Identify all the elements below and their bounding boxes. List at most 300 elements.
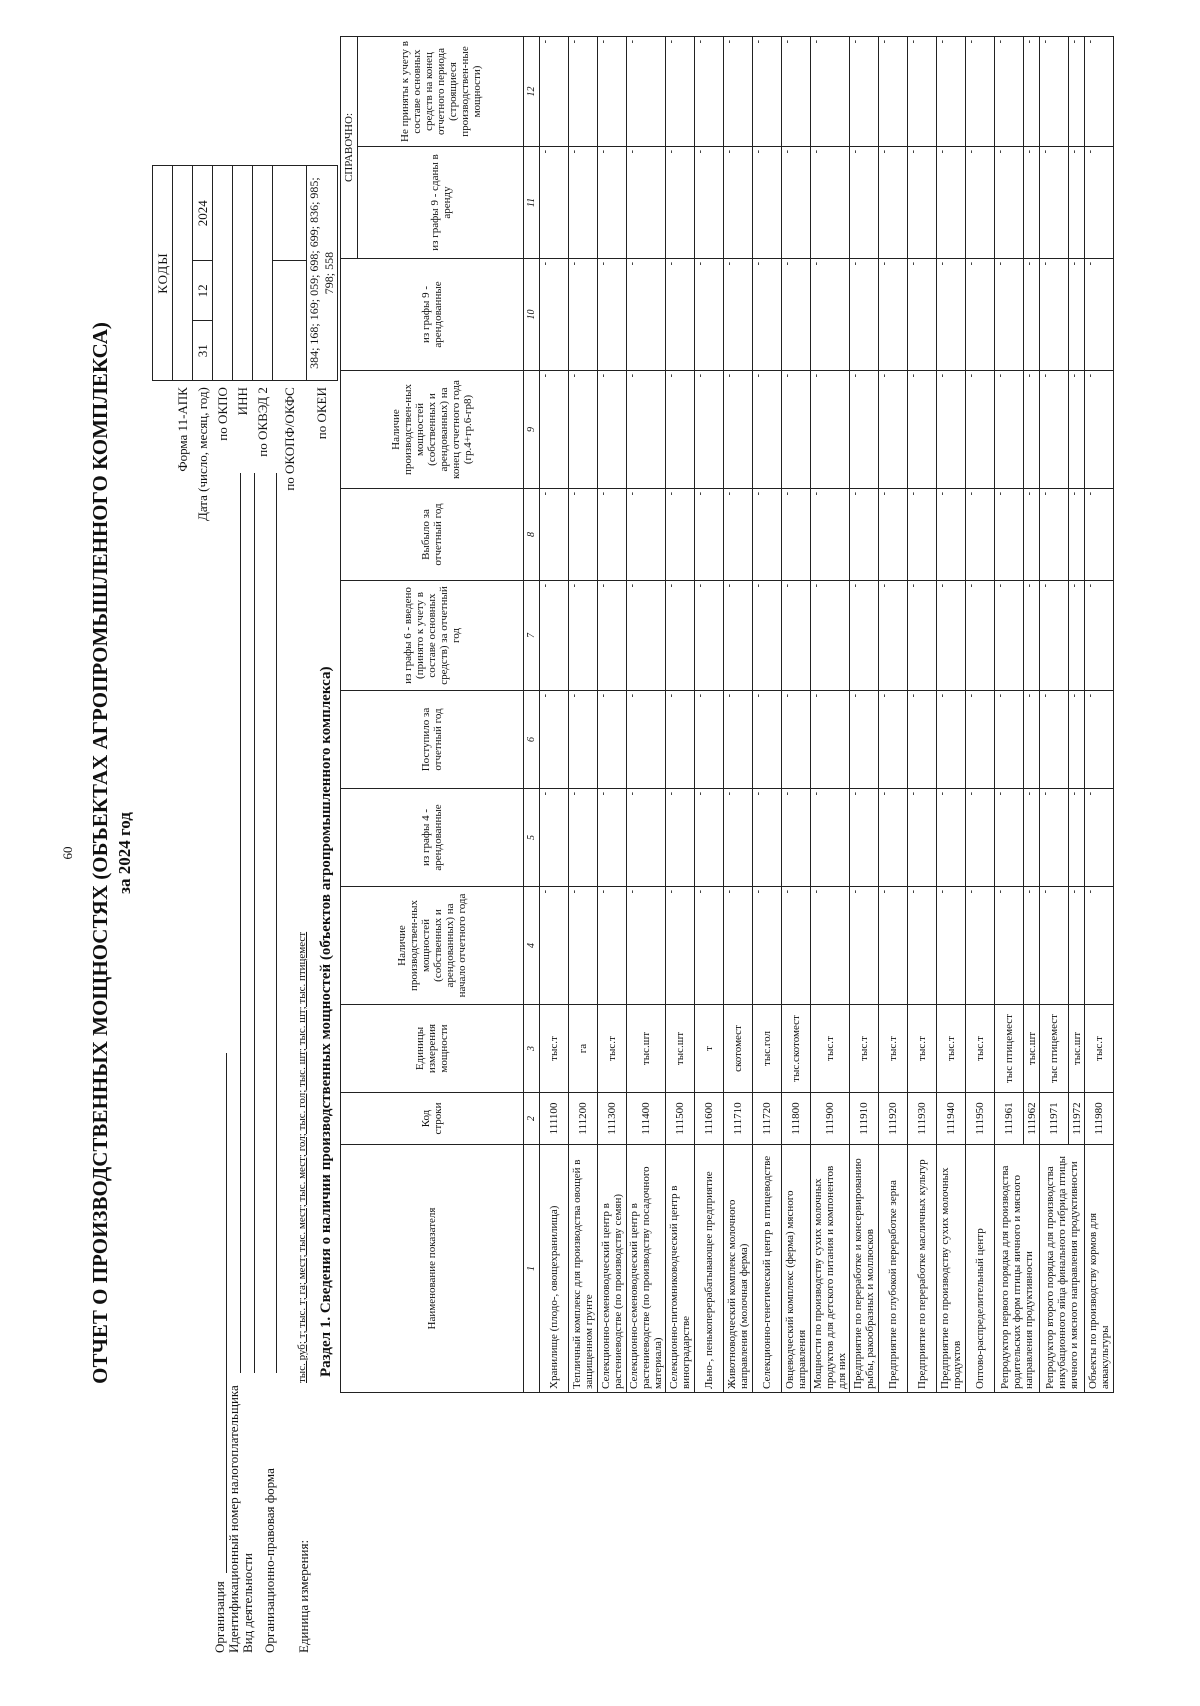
value-cell: - xyxy=(540,887,569,1005)
value-cell: - xyxy=(598,37,627,147)
value-cell: - xyxy=(753,37,782,147)
value-cell: - xyxy=(627,259,666,371)
row-name: Тепличный комплекс для производства овощей в защищенном грунте xyxy=(569,1145,598,1393)
value-cell: - xyxy=(908,371,937,489)
unit-list: тыс. руб; т; тыс. т; га; мест; тыс. мест; тыс. мест; гол; тыс. гол; тыс. шт; тыс. шт; тыс. птицемест xyxy=(296,931,308,1383)
value-cell: - xyxy=(908,887,937,1005)
value-cell: - xyxy=(879,789,908,887)
table-row xyxy=(937,37,966,1393)
value-cell: - xyxy=(666,789,695,887)
value-cell: - xyxy=(724,371,753,489)
value-cell: - xyxy=(937,371,966,489)
table-row xyxy=(1085,37,1114,1393)
row-unit: т xyxy=(695,1005,724,1093)
value-cell: - xyxy=(879,259,908,371)
table-row xyxy=(966,37,995,1393)
row-unit: тыс.т xyxy=(966,1005,995,1093)
value-cell: - xyxy=(627,691,666,789)
value-cell: - xyxy=(966,691,995,789)
column-number: 10 xyxy=(524,259,540,371)
value-cell: - xyxy=(995,37,1024,147)
value-cell: - xyxy=(724,147,753,259)
report-title: ОТЧЕТ О ПРОИЗВОДСТВЕННЫХ МОЩНОСТЯХ (ОБЪЕКТАХ АГРОПРОМЫШЛЕННОГО КОМПЛЕКСА) xyxy=(88,322,112,1384)
value-cell: - xyxy=(724,581,753,691)
value-cell: - xyxy=(540,259,569,371)
value-cell: - xyxy=(1069,887,1085,1005)
form-label: Форма 11-АПК xyxy=(174,387,190,472)
row-unit: тыс.скотомест xyxy=(782,1005,811,1093)
value-cell: - xyxy=(1069,147,1085,259)
value-cell: - xyxy=(850,789,879,887)
value-cell: - xyxy=(995,789,1024,887)
value-cell: - xyxy=(850,371,879,489)
value-cell: - xyxy=(782,887,811,1005)
column-number: 6 xyxy=(524,691,540,789)
value-cell: - xyxy=(1040,259,1069,371)
value-cell: - xyxy=(995,259,1024,371)
organization-label: Организация xyxy=(212,1581,227,1653)
value-cell: - xyxy=(1024,371,1040,489)
value-cell: - xyxy=(627,887,666,1005)
value-cell: - xyxy=(695,691,724,789)
value-cell: - xyxy=(695,147,724,259)
value-cell: - xyxy=(1069,259,1085,371)
row-name: Мощности по производству сухих молочных продуктов для детского питания и компонентов для них xyxy=(811,1145,850,1393)
okved-cell xyxy=(253,166,273,381)
value-cell: - xyxy=(811,581,850,691)
value-cell: - xyxy=(598,581,627,691)
value-cell: - xyxy=(1024,259,1040,371)
value-cell: - xyxy=(966,489,995,581)
value-cell: - xyxy=(937,489,966,581)
row-unit: тыс.шт xyxy=(627,1005,666,1093)
value-cell: - xyxy=(1085,489,1114,581)
inn-cell xyxy=(233,166,253,381)
row-name: Льно-, пенькоперерабатывающее предприятие xyxy=(695,1145,724,1393)
value-cell: - xyxy=(782,691,811,789)
row-code: 111900 xyxy=(811,1093,850,1145)
value-cell: - xyxy=(569,37,598,147)
value-cell: - xyxy=(1085,691,1114,789)
date-day: 31 xyxy=(193,321,213,381)
value-cell: - xyxy=(695,581,724,691)
codes-header: КОДЫ xyxy=(153,166,173,381)
value-cell: - xyxy=(569,789,598,887)
okopf-label: по ОКОПФ/ОКФС xyxy=(281,387,297,491)
row-name: Предприятие по глубокой переработке зерна xyxy=(879,1145,908,1393)
column-number: 5 xyxy=(524,789,540,887)
value-cell: - xyxy=(695,371,724,489)
value-cell: - xyxy=(569,147,598,259)
value-cell: - xyxy=(598,887,627,1005)
value-cell: - xyxy=(811,147,850,259)
value-cell: - xyxy=(540,371,569,489)
value-cell: - xyxy=(811,37,850,147)
row-unit: тыс.гол xyxy=(753,1005,782,1093)
column-number: 8 xyxy=(524,489,540,581)
value-cell: - xyxy=(724,789,753,887)
okpo-label: по ОКПО xyxy=(214,387,230,441)
table-row xyxy=(753,37,782,1393)
page-number: 60 xyxy=(60,846,75,860)
row-code: 111940 xyxy=(937,1093,966,1145)
row-name: Овцеводческий комплекс (ферма) мясного направления xyxy=(782,1145,811,1393)
value-cell: - xyxy=(966,147,995,259)
row-unit: тыс.т xyxy=(850,1005,879,1093)
value-cell: - xyxy=(569,489,598,581)
value-cell: - xyxy=(1024,581,1040,691)
row-name: Репродуктор первого порядка для производства родительских форм птицы яичного и мясного направления продуктивности xyxy=(995,1145,1040,1393)
value-cell: - xyxy=(811,371,850,489)
value-cell: - xyxy=(1040,581,1069,691)
value-cell: - xyxy=(782,371,811,489)
value-cell: - xyxy=(540,789,569,887)
row-unit: тыс птицемест xyxy=(995,1005,1024,1093)
report-subtitle: за 2024 год xyxy=(115,812,134,894)
header-col7: из графы 6 - введено (принято к учету в составе основных средств) за отчетный год xyxy=(341,581,524,691)
legal-form-label: Организационно-правовая форма xyxy=(262,1468,277,1653)
column-number-row xyxy=(524,37,540,1393)
value-cell: - xyxy=(879,37,908,147)
row-unit: тыс птицемест xyxy=(1040,1005,1069,1093)
value-cell: - xyxy=(627,489,666,581)
activity-line xyxy=(254,473,255,1373)
inn-line xyxy=(240,473,241,1373)
value-cell: - xyxy=(850,489,879,581)
value-cell: - xyxy=(1085,147,1114,259)
row-name: Животноводческий комплекс молочного направления (молочная ферма) xyxy=(724,1145,753,1393)
value-cell: - xyxy=(937,887,966,1005)
value-cell: - xyxy=(695,259,724,371)
value-cell: - xyxy=(1024,789,1040,887)
column-number: 3 xyxy=(524,1005,540,1093)
table-body xyxy=(540,37,1114,1393)
value-cell: - xyxy=(811,691,850,789)
column-number: 2 xyxy=(524,1093,540,1145)
value-cell: - xyxy=(995,691,1024,789)
value-cell: - xyxy=(724,691,753,789)
codes-spacer xyxy=(153,381,173,525)
value-cell: - xyxy=(753,147,782,259)
value-cell: - xyxy=(1069,37,1085,147)
value-cell: - xyxy=(1040,147,1069,259)
okfs-cell xyxy=(273,166,307,261)
column-number: 12 xyxy=(524,37,540,147)
value-cell: - xyxy=(879,581,908,691)
value-cell: - xyxy=(598,371,627,489)
table-row xyxy=(850,37,879,1393)
value-cell: - xyxy=(1069,371,1085,489)
inn-code-label: ИНН xyxy=(234,387,250,416)
header-code: Код строки xyxy=(341,1093,524,1145)
value-cell: - xyxy=(627,371,666,489)
value-cell: - xyxy=(937,147,966,259)
value-cell: - xyxy=(1085,37,1114,147)
row-name: Селекционно-генетический центр в птицеводстве xyxy=(753,1145,782,1393)
value-cell: - xyxy=(995,147,1024,259)
value-cell: - xyxy=(782,581,811,691)
value-cell: - xyxy=(1085,371,1114,489)
value-cell: - xyxy=(782,37,811,147)
column-number: 7 xyxy=(524,581,540,691)
section-title: Раздел 1. Сведения о наличии производственных мощностей (объектов агропромышленного комплекса) xyxy=(318,666,334,1377)
value-cell: - xyxy=(937,581,966,691)
table-row xyxy=(598,37,627,1393)
row-unit: тыс.т xyxy=(908,1005,937,1093)
value-cell: - xyxy=(695,887,724,1005)
header-unit: Единицы измерения мощности xyxy=(341,1005,524,1093)
value-cell: - xyxy=(1069,789,1085,887)
date-label: Дата (число, месяц, год) xyxy=(194,387,210,521)
value-cell: - xyxy=(724,887,753,1005)
value-cell: - xyxy=(753,259,782,371)
value-cell: - xyxy=(1085,259,1114,371)
value-cell: - xyxy=(937,37,966,147)
value-cell: - xyxy=(753,691,782,789)
row-unit: тыс.шт xyxy=(666,1005,695,1093)
value-cell: - xyxy=(966,37,995,147)
row-code: 111400 xyxy=(627,1093,666,1145)
inn-label: Идентификационный номер налогоплательщика xyxy=(226,1385,241,1653)
row-name: Селекционно-семеноводческий центр в растениеводстве (по производству семян) xyxy=(598,1145,627,1393)
value-cell: - xyxy=(879,147,908,259)
value-cell: - xyxy=(540,147,569,259)
header-col6: Поступило за отчетный год xyxy=(341,691,524,789)
value-cell: - xyxy=(666,691,695,789)
row-code: 111600 xyxy=(695,1093,724,1145)
value-cell: - xyxy=(753,789,782,887)
value-cell: - xyxy=(782,259,811,371)
column-number: 11 xyxy=(524,147,540,259)
table-row xyxy=(811,37,850,1393)
value-cell: - xyxy=(1024,489,1040,581)
value-cell: - xyxy=(811,789,850,887)
value-cell: - xyxy=(1085,789,1114,887)
value-cell: - xyxy=(569,259,598,371)
value-cell: - xyxy=(850,147,879,259)
row-name: Хранилище (плодо-, овощехранилища) xyxy=(540,1145,569,1393)
value-cell: - xyxy=(908,37,937,147)
value-cell: - xyxy=(1040,789,1069,887)
row-name: Селекционно-семеноводческий центр в растениеводстве (по производству посадочного материала) xyxy=(627,1145,666,1393)
value-cell: - xyxy=(724,259,753,371)
value-cell: - xyxy=(850,259,879,371)
value-cell: - xyxy=(695,489,724,581)
value-cell: - xyxy=(908,691,937,789)
value-cell: - xyxy=(811,887,850,1005)
value-cell: - xyxy=(850,37,879,147)
value-cell: - xyxy=(627,789,666,887)
row-code: 111980 xyxy=(1085,1093,1114,1145)
row-name: Предприятие по переработке и консервированию рыбы, ракообразных и моллюсков xyxy=(850,1145,879,1393)
table-row xyxy=(995,37,1024,1393)
legal-form-line xyxy=(276,473,277,1373)
row-code: 111950 xyxy=(966,1093,995,1145)
table-row xyxy=(782,37,811,1393)
value-cell: - xyxy=(850,691,879,789)
value-cell: - xyxy=(569,887,598,1005)
row-name: Предприятие по производству сухих молочных продуктов xyxy=(937,1145,966,1393)
okei-label: по ОКЕИ xyxy=(314,387,329,440)
value-cell: - xyxy=(1024,691,1040,789)
value-cell: - xyxy=(937,259,966,371)
value-cell: - xyxy=(879,887,908,1005)
codes-block xyxy=(152,165,338,525)
row-code: 111100 xyxy=(540,1093,569,1145)
value-cell: - xyxy=(666,259,695,371)
value-cell: - xyxy=(695,37,724,147)
date-month: 12 xyxy=(193,261,213,321)
value-cell: - xyxy=(850,581,879,691)
value-cell: - xyxy=(540,581,569,691)
value-cell: - xyxy=(569,691,598,789)
okpo-cell xyxy=(213,166,233,381)
value-cell: - xyxy=(540,489,569,581)
row-unit: тыс.шт xyxy=(1069,1005,1085,1093)
value-cell: - xyxy=(598,489,627,581)
value-cell: - xyxy=(627,37,666,147)
row-unit: тыс.т xyxy=(811,1005,850,1093)
value-cell: - xyxy=(540,37,569,147)
row-unit: тыс.т xyxy=(598,1005,627,1093)
value-cell: - xyxy=(1085,581,1114,691)
value-cell: - xyxy=(1040,371,1069,489)
value-cell: - xyxy=(753,489,782,581)
value-cell: - xyxy=(995,581,1024,691)
table-row xyxy=(1040,37,1069,1393)
value-cell: - xyxy=(1069,691,1085,789)
table-row xyxy=(627,37,666,1393)
row-unit: га xyxy=(569,1005,598,1093)
value-cell: - xyxy=(598,691,627,789)
value-cell: - xyxy=(666,887,695,1005)
row-code: 111720 xyxy=(753,1093,782,1145)
value-cell: - xyxy=(966,581,995,691)
value-cell: - xyxy=(850,887,879,1005)
value-cell: - xyxy=(666,489,695,581)
row-code: 111961 xyxy=(995,1093,1024,1145)
activity-label: Вид деятельности xyxy=(240,1553,255,1653)
header-reference: СПРАВОЧНО: xyxy=(341,37,358,259)
header-col12: Не приняты к учету в составе основных средств на конец отчетного периода (строящиеся производствен-ные мощности) xyxy=(358,37,524,147)
value-cell: - xyxy=(1024,37,1040,147)
value-cell: - xyxy=(598,789,627,887)
row-name: Оптово-распределительный центр xyxy=(966,1145,995,1393)
value-cell: - xyxy=(811,259,850,371)
column-number: 4 xyxy=(524,887,540,1005)
table-row xyxy=(695,37,724,1393)
rotated-report-page xyxy=(30,33,1170,1673)
value-cell: - xyxy=(908,581,937,691)
header-col8: Выбыло за отчетный год xyxy=(341,489,524,581)
value-cell: - xyxy=(753,887,782,1005)
date-year: 2024 xyxy=(193,166,213,261)
value-cell: - xyxy=(1040,691,1069,789)
row-name: Репродуктор второго порядка для производства инкубационного яйца финального гибрида птицы яичного и мясного направления продуктивности xyxy=(1040,1145,1085,1393)
header-col4: Наличие производствен-ных мощностей (собственных и арендованных) на начало отчетного года xyxy=(341,887,524,1005)
value-cell: - xyxy=(937,691,966,789)
value-cell: - xyxy=(782,147,811,259)
value-cell: - xyxy=(879,691,908,789)
value-cell: - xyxy=(811,489,850,581)
okved-label: по ОКВЭД 2 xyxy=(254,387,270,457)
value-cell: - xyxy=(627,581,666,691)
form-code-cell xyxy=(173,166,193,381)
value-cell: - xyxy=(666,371,695,489)
unit-label: Единица измерения: xyxy=(296,1539,311,1653)
okei-value: 384; 168; 169; 059; 698; 699; 836; 985; 798; 558 xyxy=(307,166,338,381)
value-cell: - xyxy=(782,789,811,887)
table-row xyxy=(569,37,598,1393)
row-unit: тыс.т xyxy=(540,1005,569,1093)
row-code: 111710 xyxy=(724,1093,753,1145)
value-cell: - xyxy=(908,147,937,259)
row-code: 111200 xyxy=(569,1093,598,1145)
value-cell: - xyxy=(879,371,908,489)
value-cell: - xyxy=(569,581,598,691)
value-cell: - xyxy=(666,37,695,147)
row-code: 111920 xyxy=(879,1093,908,1145)
header-col11: из графы 9 - сданы в аренду xyxy=(358,147,524,259)
row-code: 111962 xyxy=(1024,1093,1040,1145)
header-col10: из графы 9 - арендованные xyxy=(341,259,524,371)
value-cell: - xyxy=(598,147,627,259)
table-row xyxy=(666,37,695,1393)
value-cell: - xyxy=(782,489,811,581)
value-cell: - xyxy=(627,147,666,259)
value-cell: - xyxy=(966,887,995,1005)
value-cell: - xyxy=(995,887,1024,1005)
capacity-table xyxy=(340,36,1114,1393)
value-cell: - xyxy=(753,371,782,489)
row-name: Объекты по производству кормов для аквакультуры xyxy=(1085,1145,1114,1393)
header-name: Наименование показателя xyxy=(341,1145,524,1393)
row-name: Предприятие по переработке масличных культур xyxy=(908,1145,937,1393)
value-cell: - xyxy=(908,489,937,581)
value-cell: - xyxy=(966,789,995,887)
value-cell: - xyxy=(1040,887,1069,1005)
value-cell: - xyxy=(666,581,695,691)
row-unit: тыс.т xyxy=(879,1005,908,1093)
table-row xyxy=(908,37,937,1393)
value-cell: - xyxy=(966,371,995,489)
value-cell: - xyxy=(569,371,598,489)
value-cell: - xyxy=(937,789,966,887)
value-cell: - xyxy=(908,789,937,887)
row-unit: скотомест xyxy=(724,1005,753,1093)
table-row xyxy=(879,37,908,1393)
value-cell: - xyxy=(1024,147,1040,259)
value-cell: - xyxy=(879,489,908,581)
value-cell: - xyxy=(598,259,627,371)
value-cell: - xyxy=(1024,887,1040,1005)
value-cell: - xyxy=(1069,489,1085,581)
table-row xyxy=(540,37,569,1393)
value-cell: - xyxy=(1040,37,1069,147)
row-unit: тыс.т xyxy=(937,1005,966,1093)
row-unit: тыс.т xyxy=(1085,1005,1114,1093)
column-number: 9 xyxy=(524,371,540,489)
value-cell: - xyxy=(908,259,937,371)
row-code: 111800 xyxy=(782,1093,811,1145)
value-cell: - xyxy=(540,691,569,789)
value-cell: - xyxy=(1085,887,1114,1005)
value-cell: - xyxy=(724,37,753,147)
value-cell: - xyxy=(753,581,782,691)
row-code: 111910 xyxy=(850,1093,879,1145)
column-number: 1 xyxy=(524,1145,540,1393)
value-cell: - xyxy=(666,147,695,259)
